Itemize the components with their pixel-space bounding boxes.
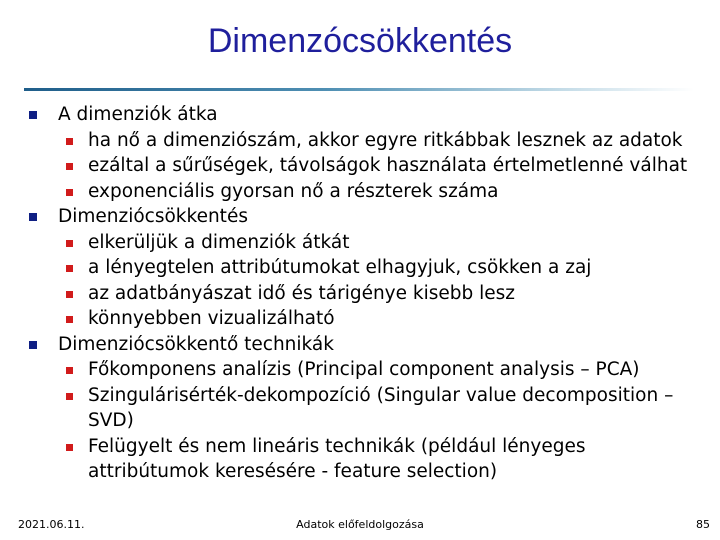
sub-bullet-item — [0, 306, 720, 332]
footer-page-number: 85 — [696, 518, 710, 531]
bullet-square-icon — [29, 111, 37, 119]
bullet-text: Dimenziócsökkentés — [58, 206, 248, 227]
title-divider — [24, 88, 694, 91]
sub-bullet-text: ha nő a dimenziószám, akkor egyre ritkábbak lesznek az adatok — [88, 129, 683, 151]
sub-bullet-square-icon — [66, 138, 73, 145]
sub-bullet-text: Szingulárisérték-dekompozíció (Singular value decomposition – SVD) — [88, 384, 674, 431]
sub-bullet-item — [0, 179, 720, 205]
footer-date: 2021.06.11. — [18, 518, 85, 531]
bullet-text: A dimenziók átka — [58, 104, 218, 125]
sub-bullet-square-icon — [66, 189, 73, 196]
sub-bullet-text: az adatbányászat idő és tárigénye kisebb lesz — [88, 282, 515, 304]
sub-bullet-text: Főkomponens analízis (Principal component analysis – PCA) — [88, 359, 640, 380]
sub-bullet-text: elkerüljük a dimenziók átkát — [88, 231, 350, 253]
sub-bullet-item — [0, 434, 720, 485]
bullet-item — [0, 102, 720, 128]
bullet-square-icon — [29, 341, 37, 349]
footer-title: Adatok előfeldolgozása — [296, 518, 424, 531]
sub-bullet-square-icon — [66, 291, 73, 298]
sub-bullet-text: ezáltal a sűrűségek, távolságok használata értelmetlenné válhat — [88, 155, 688, 176]
sub-bullet-square-icon — [66, 393, 73, 400]
sub-bullet-square-icon — [66, 163, 73, 170]
sub-bullet-item — [0, 153, 720, 179]
bullet-square-icon — [29, 213, 37, 221]
bullet-item — [0, 332, 720, 358]
sub-bullet-item — [0, 230, 720, 256]
sub-bullet-text: könnyebben vizualizálható — [88, 308, 335, 329]
sub-bullet-square-icon — [66, 316, 73, 323]
sub-bullet-square-icon — [66, 265, 73, 272]
sub-bullet-text: Felügyelt és nem lineáris technikák (például lényeges attribútumok keresésére - feature selection) — [88, 435, 586, 482]
sub-bullet-item — [0, 357, 720, 383]
bullet-list — [0, 102, 720, 485]
sub-bullet-item — [0, 128, 720, 154]
sub-bullet-item — [0, 383, 720, 434]
sub-bullet-item — [0, 281, 720, 307]
sub-bullet-square-icon — [66, 444, 73, 451]
slide-title: Dimenzócsökkentés — [207, 22, 513, 60]
sub-bullet-square-icon — [66, 367, 73, 374]
sub-bullet-square-icon — [66, 240, 73, 247]
sub-bullet-text: exponenciális gyorsan nő a részterek száma — [88, 180, 499, 202]
sub-bullet-item — [0, 255, 720, 281]
bullet-text: Dimenziócsökkentő technikák — [58, 333, 334, 355]
sub-bullet-text: a lényegtelen attribútumokat elhagyjuk, csökken a zaj — [88, 257, 592, 278]
bullet-item — [0, 204, 720, 230]
